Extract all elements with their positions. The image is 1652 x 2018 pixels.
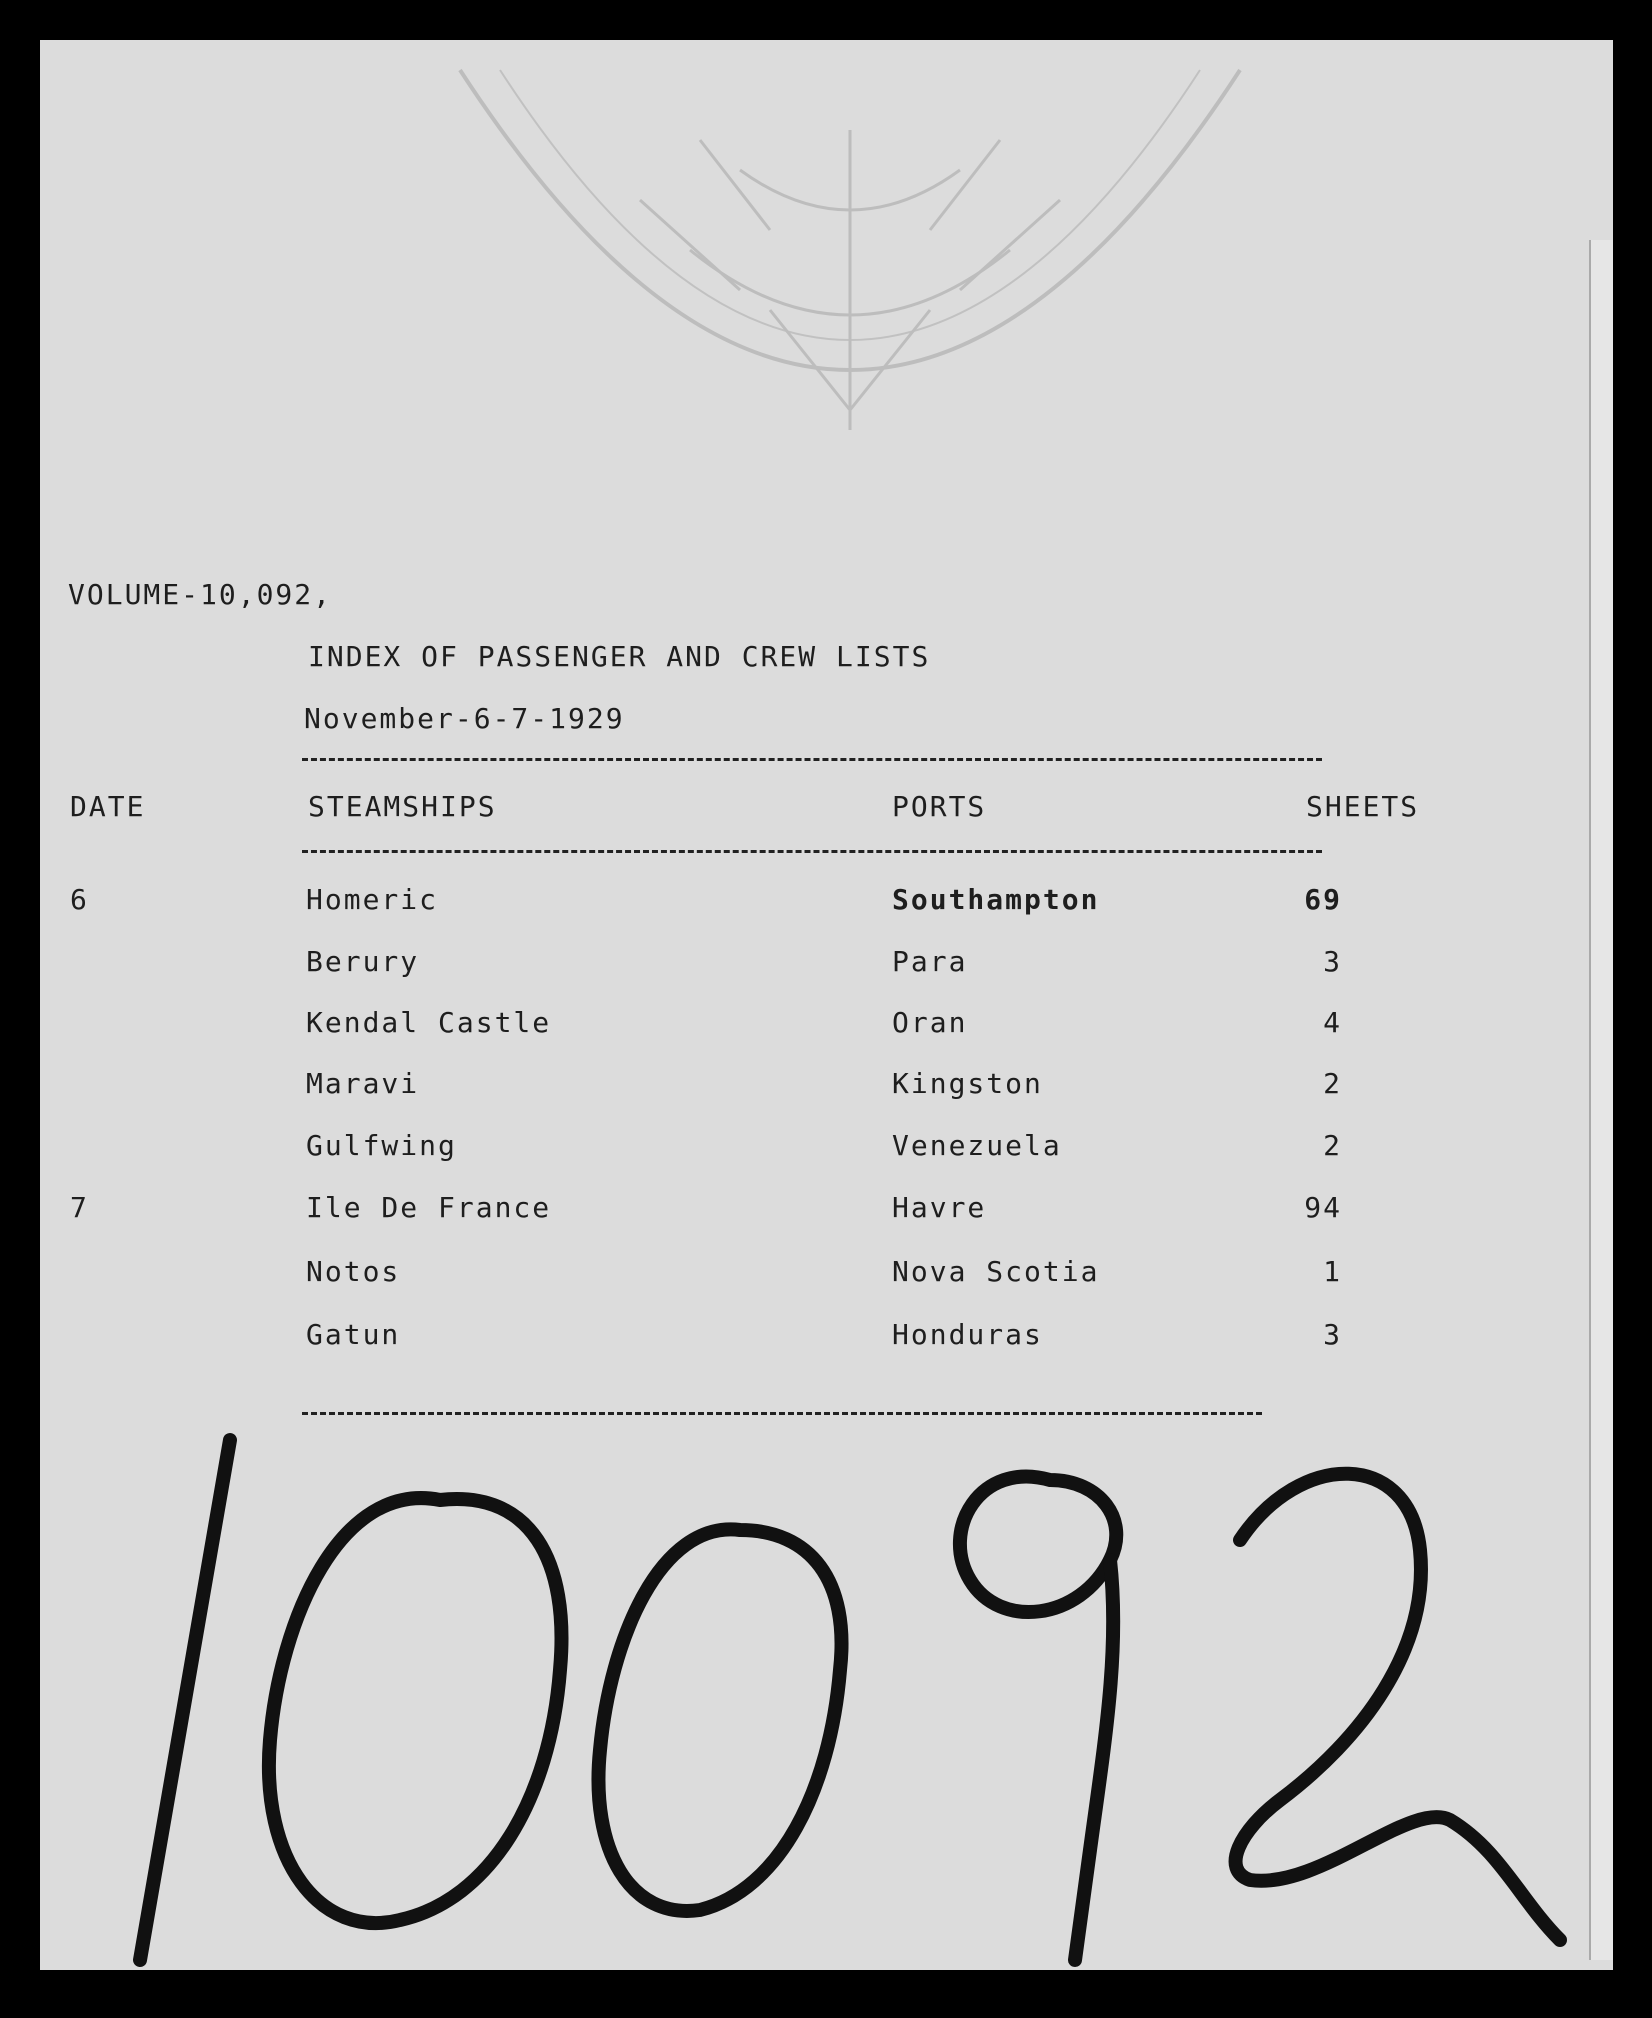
column-header-sheets: SHEETS: [1306, 790, 1420, 823]
row-date: 6: [70, 883, 89, 916]
row-ship: Berury: [306, 945, 420, 978]
rule-top: [302, 758, 1322, 761]
rule-header: [302, 850, 1322, 853]
row-ship: Maravi: [306, 1067, 420, 1100]
row-port: Southampton: [892, 883, 1100, 916]
handwritten-number-10092: [120, 1420, 1580, 1980]
row-date: 7: [70, 1191, 89, 1224]
row-port: Nova Scotia: [892, 1255, 1100, 1288]
seal-emblem-icon: [440, 50, 1260, 510]
row-ship: Homeric: [306, 883, 439, 916]
row-sheets: 2: [1323, 1129, 1342, 1162]
row-ship: Ile De France: [306, 1191, 552, 1224]
row-sheets: 1: [1323, 1255, 1342, 1288]
row-sheets: 4: [1323, 1006, 1342, 1039]
row-port: Havre: [892, 1191, 987, 1224]
row-ship: Gulfwing: [306, 1129, 457, 1162]
row-ship: Gatun: [306, 1318, 401, 1351]
row-sheets: 94: [1304, 1191, 1342, 1224]
document-dates: November-6-7-1929: [304, 702, 625, 735]
row-ship: Notos: [306, 1255, 401, 1288]
paper-edge: [1589, 240, 1613, 1960]
row-sheets: 3: [1323, 1318, 1342, 1351]
row-sheets: 3: [1323, 945, 1342, 978]
row-port: Kingston: [892, 1067, 1043, 1100]
rule-bottom: [302, 1412, 1262, 1415]
row-port: Para: [892, 945, 968, 978]
row-port: Honduras: [892, 1318, 1043, 1351]
volume-label: VOLUME-10,092,: [68, 578, 333, 611]
row-ship: Kendal Castle: [306, 1006, 552, 1039]
column-header-ports: PORTS: [892, 790, 987, 823]
row-port: Venezuela: [892, 1129, 1062, 1162]
row-port: Oran: [892, 1006, 968, 1039]
document-title: INDEX OF PASSENGER AND CREW LISTS: [308, 640, 931, 673]
column-header-date: DATE: [70, 790, 146, 823]
column-header-steamships: STEAMSHIPS: [308, 790, 497, 823]
row-sheets: 2: [1323, 1067, 1342, 1100]
row-sheets: 69: [1304, 883, 1342, 916]
